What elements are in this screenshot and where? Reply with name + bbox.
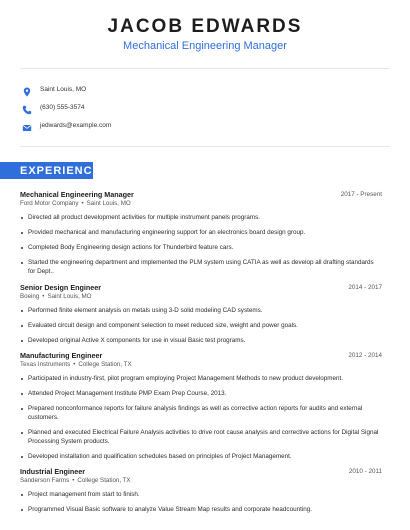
job-role: Senior Design Engineer	[20, 283, 102, 292]
job-meta: Ford Motor Company • Saint Louis, MO	[20, 200, 131, 207]
job-company: Texas Instruments	[20, 361, 71, 368]
job-bullets	[20, 490, 382, 514]
phone-text[interactable]: (630) 555-3574	[40, 103, 85, 111]
contact-location	[22, 84, 86, 94]
job-location: Saint Louis, MO	[47, 293, 92, 300]
job-role: Manufacturing Engineer	[20, 351, 103, 360]
list-item: Attended Project Management Institute PMP Exam Prep Course, 2013.	[20, 389, 382, 398]
candidate-name: JACOB EDWARDS	[107, 16, 303, 37]
job-company: Sanderson Farms	[20, 477, 70, 484]
experience-heading: EXPERIENCE	[20, 165, 101, 177]
location-pin-icon	[22, 84, 32, 94]
job-role: Mechanical Engineering Manager	[20, 190, 134, 199]
envelope-icon	[22, 120, 32, 130]
job-location: College Station, TX	[77, 477, 131, 484]
list-item: Completed Body Engineering design actions for Thunderbird feature cars.	[20, 243, 382, 252]
job-dates: 2014 - 2017	[348, 284, 382, 291]
list-item: Evaluated circuit design and component selection to meet reduced size, weight and power goals.	[20, 321, 382, 330]
list-item: Developed installation and qualification schedules based on principles of Project Management.	[20, 452, 382, 461]
job-entry	[20, 351, 382, 467]
job-meta: Boeing • Saint Louis, MO	[20, 293, 92, 300]
divider	[20, 146, 390, 147]
job-meta: Texas Instruments • College Station, TX	[20, 361, 132, 368]
divider	[20, 68, 390, 69]
list-item: Programmed Visual Basic software to analyze Value Stream Map results and corporate headcounting.	[20, 505, 382, 514]
candidate-title: Mechanical Engineering Manager	[123, 40, 287, 52]
job-company: Ford Motor Company	[20, 200, 79, 207]
job-entry	[20, 283, 382, 351]
job-entry	[20, 190, 382, 282]
list-item: Planned and executed Electrical Failure Analysis activities to drive root cause analysis and corrective actions for Digital Signal Processing System products.	[20, 428, 382, 446]
job-location: Saint Louis, MO	[86, 200, 131, 207]
job-dates: 2010 - 2011	[348, 468, 382, 475]
list-item: Provided mechanical and manufacturing engineering support for an electronics board design group.	[20, 228, 382, 237]
list-item: Project management from start to finish.	[20, 490, 382, 499]
list-item: Prepared nonconformance reports for failure analysis findings as well as corrective action reports for audits and external customers.	[20, 404, 382, 422]
email-text[interactable]: jedwards@example.com	[40, 121, 112, 129]
location-text: Saint Louis, MO	[40, 85, 87, 93]
list-item: Directed all product development activities for multiple instrument panels programs.	[20, 213, 382, 222]
job-bullets	[20, 306, 382, 345]
phone-icon	[22, 102, 32, 112]
job-bullets	[20, 213, 382, 276]
job-bullets	[20, 374, 382, 461]
job-dates: 2012 - 2014	[348, 352, 382, 359]
contact-email	[22, 120, 111, 130]
list-item: Performed finite element analysis on metals using 3-D solid modeling CAD systems.	[20, 306, 382, 315]
job-role: Industrial Engineer	[20, 467, 86, 476]
list-item: Started the engineering department and implemented the PLM system using CATIA as well as develop all drafting standards for Dept..	[20, 258, 382, 276]
job-dates: 2017 - Present	[340, 191, 382, 198]
list-item: Developed original Active X components for use in visual Basic test programs.	[20, 336, 382, 345]
job-entry	[20, 467, 382, 520]
contact-phone	[22, 102, 84, 112]
job-meta: Sanderson Farms • College Station, TX	[20, 477, 131, 484]
list-item: Participated in industry-first, pilot program employing Project Management Methods to new product development.	[20, 374, 382, 383]
job-company: Boeing	[20, 293, 40, 300]
job-location: College Station, TX	[78, 361, 132, 368]
